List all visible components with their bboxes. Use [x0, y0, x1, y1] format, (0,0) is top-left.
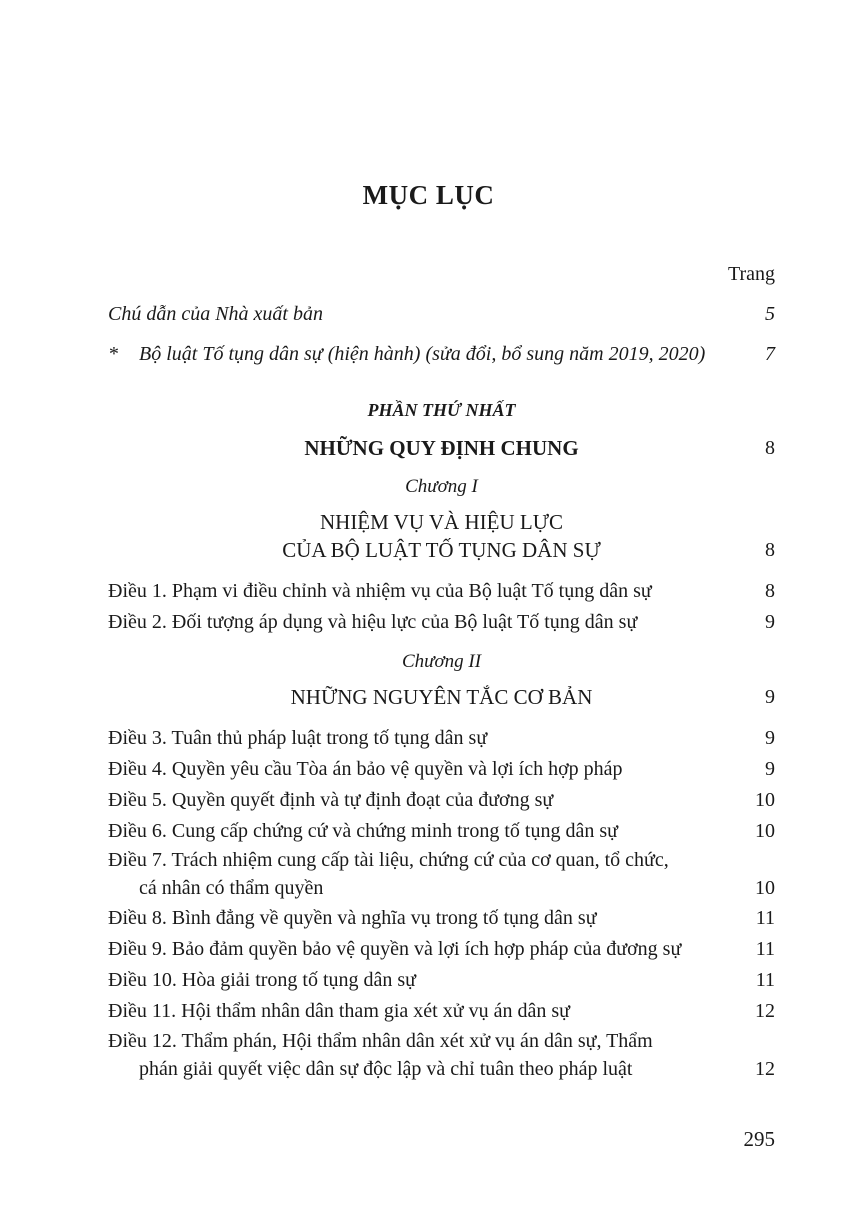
toc-entry-article[interactable] [108, 608, 775, 636]
chapter-title: NHỮNG NGUYÊN TẮC CƠ BẢN [290, 685, 593, 709]
page-column-header: Trang [727, 263, 775, 285]
toc-entry-page: 11 [755, 938, 775, 960]
toc-entry-page: 12 [755, 1000, 775, 1022]
toc-entry-page: 10 [755, 820, 775, 842]
toc-entry-chapter-2[interactable] [108, 683, 775, 711]
toc-entry-page: 8 [765, 539, 775, 561]
toc-entry-text-continued: phán giải quyết việc dân sự độc lập và chỉ tuân theo pháp luật [139, 1058, 633, 1080]
toc-entry-page: 9 [765, 758, 775, 780]
toc-entry-text: Điều 9. Bảo đảm quyền bảo vệ quyền và lợi ích hợp pháp của đương sự [108, 938, 682, 960]
page-number: 295 [743, 1127, 775, 1151]
toc-entry-page: 9 [765, 686, 775, 708]
part-title: NHỮNG QUY ĐỊNH CHUNG [304, 436, 579, 460]
toc-entry-article[interactable] [108, 577, 775, 605]
toc-entry-article[interactable] [108, 997, 775, 1025]
toc-entry-article[interactable] [108, 755, 775, 783]
toc-entry-page: 5 [765, 303, 775, 325]
toc-entry-text: Điều 3. Tuân thủ pháp luật trong tố tụng dân sự [108, 727, 488, 749]
toc-entry-article[interactable] [108, 904, 775, 932]
toc-entry-article[interactable] [108, 786, 775, 814]
toc-entry-part[interactable] [108, 434, 775, 462]
bullet-marker: * [108, 343, 118, 365]
toc-entry-page: 7 [765, 343, 775, 365]
toc-entry-publisher-note[interactable] [108, 300, 775, 328]
toc-entry-article[interactable] [108, 817, 775, 845]
toc-entry-article[interactable] [108, 1027, 775, 1083]
toc-entry-text: Điều 10. Hòa giải trong tố tụng dân sự [108, 969, 417, 991]
toc-entry-text: Điều 11. Hội thẩm nhân dân tham gia xét xử vụ án dân sự [108, 1000, 570, 1022]
toc-entry-chapter-1[interactable] [108, 508, 775, 564]
toc-entry-article[interactable] [108, 935, 775, 963]
chapter-title-line2: CỦA BỘ LUẬT TỐ TỤNG DÂN SỰ [282, 538, 601, 562]
toc-entry-page: 11 [755, 969, 775, 991]
page-title: MỤC LỤC [362, 180, 495, 210]
toc-entry-text: Chú dẫn của Nhà xuất bản [108, 303, 323, 325]
toc-entry-text: Điều 1. Phạm vi điều chỉnh và nhiệm vụ của Bộ luật Tố tụng dân sự [108, 580, 652, 602]
toc-entry-text: Điều 8. Bình đẳng về quyền và nghĩa vụ trong tố tụng dân sự [108, 907, 597, 929]
toc-entry-text: Bộ luật Tố tụng dân sự (hiện hành) (sửa đổi, bổ sung năm 2019, 2020) [139, 343, 706, 365]
toc-entry-page: 9 [765, 727, 775, 749]
toc-entry-article[interactable] [108, 966, 775, 994]
toc-entry-text: Điều 5. Quyền quyết định và tự định đoạt của đương sự [108, 789, 554, 811]
toc-entry-text-continued: cá nhân có thẩm quyền [139, 877, 324, 899]
toc-entry-article[interactable] [108, 724, 775, 752]
toc-entry-page: 11 [755, 907, 775, 929]
part-label: PHẦN THỨ NHẤT [367, 400, 516, 420]
chapter-label: Chương I [405, 476, 478, 497]
toc-entry-text: Điều 6. Cung cấp chứng cứ và chứng minh trong tố tụng dân sự [108, 820, 618, 842]
toc-entry-text: Điều 7. Trách nhiệm cung cấp tài liệu, chứng cứ của cơ quan, tổ chức, [108, 849, 669, 871]
toc-entry-page: 8 [765, 437, 775, 459]
toc-entry-page: 8 [765, 580, 775, 602]
toc-entry-page: 10 [755, 877, 775, 899]
chapter-title-line1: NHIỆM VỤ VÀ HIỆU LỰC [319, 510, 563, 534]
toc-entry-article[interactable] [108, 846, 775, 902]
toc-entry-page: 10 [755, 789, 775, 811]
toc-entry-text: Điều 2. Đối tượng áp dụng và hiệu lực của Bộ luật Tố tụng dân sự [108, 611, 638, 633]
toc-entry-text: Điều 12. Thẩm phán, Hội thẩm nhân dân xét xử vụ án dân sự, Thẩm [108, 1030, 653, 1052]
toc-entry-text: Điều 4. Quyền yêu cầu Tòa án bảo vệ quyền và lợi ích hợp pháp [108, 758, 623, 780]
toc-entry-page: 9 [765, 611, 775, 633]
toc-entry-page: 12 [755, 1058, 775, 1080]
chapter-label: Chương II [401, 651, 482, 672]
toc-entry-code[interactable] [108, 340, 775, 368]
